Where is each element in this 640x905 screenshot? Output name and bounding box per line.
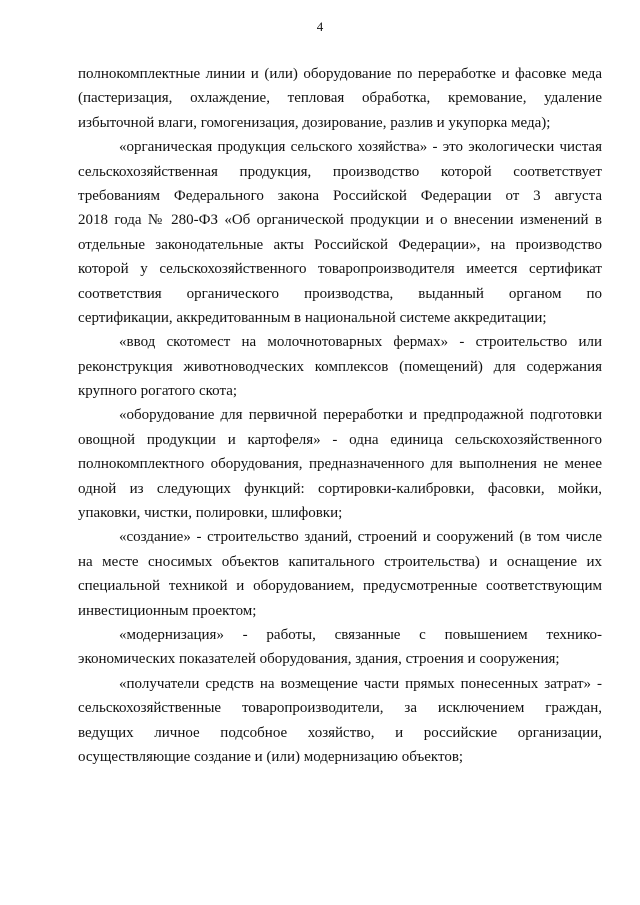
text-line: специальной техникой и оборудованием, предусмотренные соответствующим xyxy=(78,578,602,595)
text-line: «создание» - строительство зданий, строений и сооружений (в том числе xyxy=(119,529,602,546)
paragraph xyxy=(78,403,602,525)
text-line: овощной продукции и картофеля» - одна единица сельскохозяйственного xyxy=(78,431,602,448)
text-line: на месте сносимых объектов капитального строительства) и оснащение их xyxy=(78,553,602,570)
text-line: реконструкция животноводческих комплексов (помещений) для содержания xyxy=(78,358,602,375)
paragraph xyxy=(78,672,602,770)
text-line: крупного рогатого скота; xyxy=(78,383,238,400)
text-line: одной из следующих функций: сортировки-калибровки, фасовки, мойки, xyxy=(78,480,602,497)
text-line: сельскохозяйственная продукция, производство которой соответствует xyxy=(78,163,602,180)
text-line: ведущих личное подсобное хозяйство, и российские организации, xyxy=(78,724,602,741)
text-line: «оборудование для первичной переработки и предпродажной подготовки xyxy=(119,407,602,424)
text-line: «ввод скотомест на молочнотоварных фермах» - строительство или xyxy=(119,334,602,351)
text-line: избыточной влаги, гомогенизация, дозирование, разлив и укупорка меда); xyxy=(78,114,551,131)
text-line: (пастеризация, охлаждение, тепловая обработка, кремование, удаление xyxy=(78,90,602,107)
text-line: которой у сельскохозяйственного товаропроизводителя имеется сертификат xyxy=(78,261,602,278)
paragraph xyxy=(78,135,602,330)
paragraph xyxy=(78,62,602,135)
paragraph xyxy=(78,330,602,403)
text-line: инвестиционным проектом; xyxy=(78,602,257,619)
text-line: «получатели средств на возмещение части прямых понесенных затрат» - xyxy=(119,675,602,692)
text-line: «органическая продукция сельского хозяйства» - это экологически чистая xyxy=(119,139,602,156)
text-line: сельскохозяйственные товаропроизводители, за исключением граждан, xyxy=(78,700,602,717)
text-line: отдельные законодательные акты Российской Федерации», на производство xyxy=(78,236,602,253)
text-line: 2018 года № 280-ФЗ «Об органической продукции и о внесении изменений в xyxy=(78,212,602,229)
text-line: сертификации, аккредитованным в национальной системе аккредитации; xyxy=(78,309,547,326)
text-line: соответствия органического производства, выданный органом по xyxy=(78,285,602,302)
paragraph xyxy=(78,623,602,672)
text-line: требованиям Федерального закона Российской Федерации от 3 августа xyxy=(78,187,602,204)
text-line: осуществляющие создание и (или) модернизацию объектов; xyxy=(78,748,464,765)
text-line: «модернизация» - работы, связанные с повышением технико- xyxy=(119,626,602,643)
page-number: 4 xyxy=(316,19,324,34)
text-line: экономических показателей оборудования, здания, строения и сооружения; xyxy=(78,651,560,668)
document-body xyxy=(78,62,602,769)
text-line: полнокомплектного оборудования, предназначенного для выполнения не менее xyxy=(78,456,602,473)
paragraph xyxy=(78,525,602,623)
text-line: упаковки, чистки, полировки, шлифовки; xyxy=(78,505,343,522)
text-line: полнокомплектные линии и (или) оборудование по переработке и фасовке меда xyxy=(78,66,602,82)
